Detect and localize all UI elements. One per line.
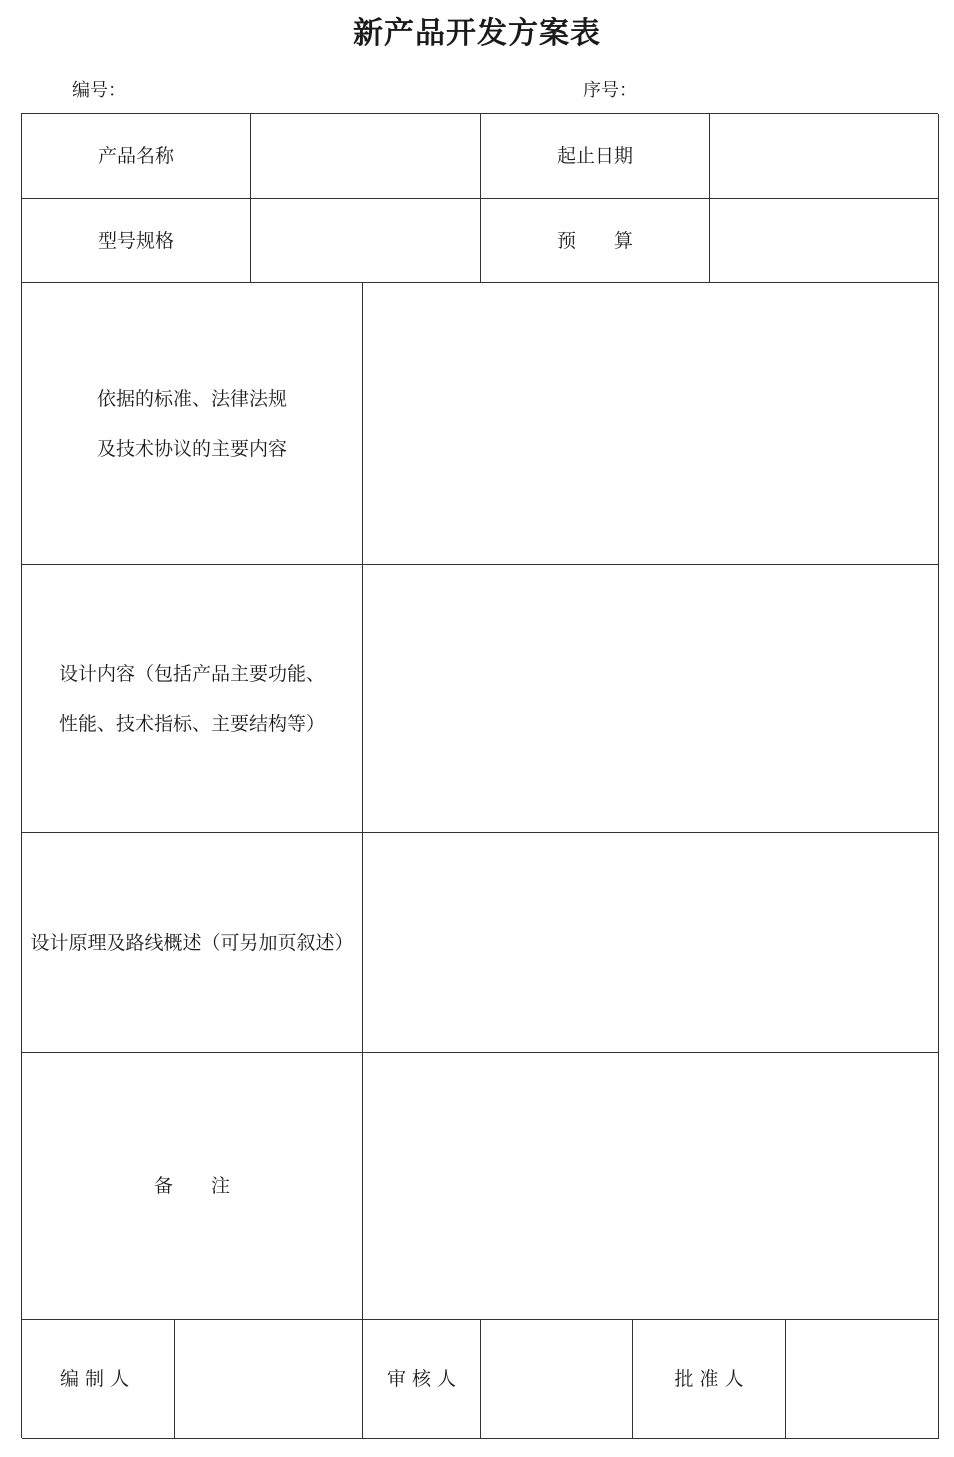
standards-field[interactable] <box>363 283 939 565</box>
budget-field[interactable] <box>710 199 939 283</box>
model-spec-field[interactable] <box>251 199 481 283</box>
date-range-field[interactable] <box>710 114 939 199</box>
sequence-number-label: 序号： <box>583 80 637 101</box>
budget-label: 预 算 <box>481 199 710 283</box>
standards-label <box>22 283 363 565</box>
product-name-label: 产品名称 <box>22 114 251 199</box>
preparer-field[interactable] <box>175 1320 363 1439</box>
reviewer-field[interactable] <box>481 1320 633 1439</box>
design-principle-label: 设计原理及路线概述（可另加页叙述） <box>22 833 363 1053</box>
design-content-label-line1: 设计内容（包括产品主要功能、 <box>58 662 325 685</box>
product-plan-table <box>21 113 938 1438</box>
preparer-label: 编 制 人 <box>22 1320 175 1439</box>
reviewer-label: 审 核 人 <box>363 1320 481 1439</box>
design-content-label-line2: 性能、技术指标、主要结构等） <box>58 712 325 735</box>
design-content-label <box>22 565 363 833</box>
approver-field[interactable] <box>786 1320 939 1439</box>
approver-label: 批 准 人 <box>633 1320 786 1439</box>
form-title: 新产品开发方案表 <box>353 16 601 51</box>
design-principle-field[interactable] <box>363 833 939 1053</box>
remarks-field[interactable] <box>363 1053 939 1320</box>
standards-label-line1: 依据的标准、法律法规 <box>96 387 287 410</box>
date-range-label: 起止日期 <box>481 114 710 199</box>
standards-label-line2: 及技术协议的主要内容 <box>96 437 287 460</box>
product-name-field[interactable] <box>251 114 481 199</box>
model-spec-label: 型号规格 <box>22 199 251 283</box>
design-content-field[interactable] <box>363 565 939 833</box>
remarks-label: 备 注 <box>22 1053 363 1320</box>
serial-code-label: 编号： <box>72 80 126 101</box>
